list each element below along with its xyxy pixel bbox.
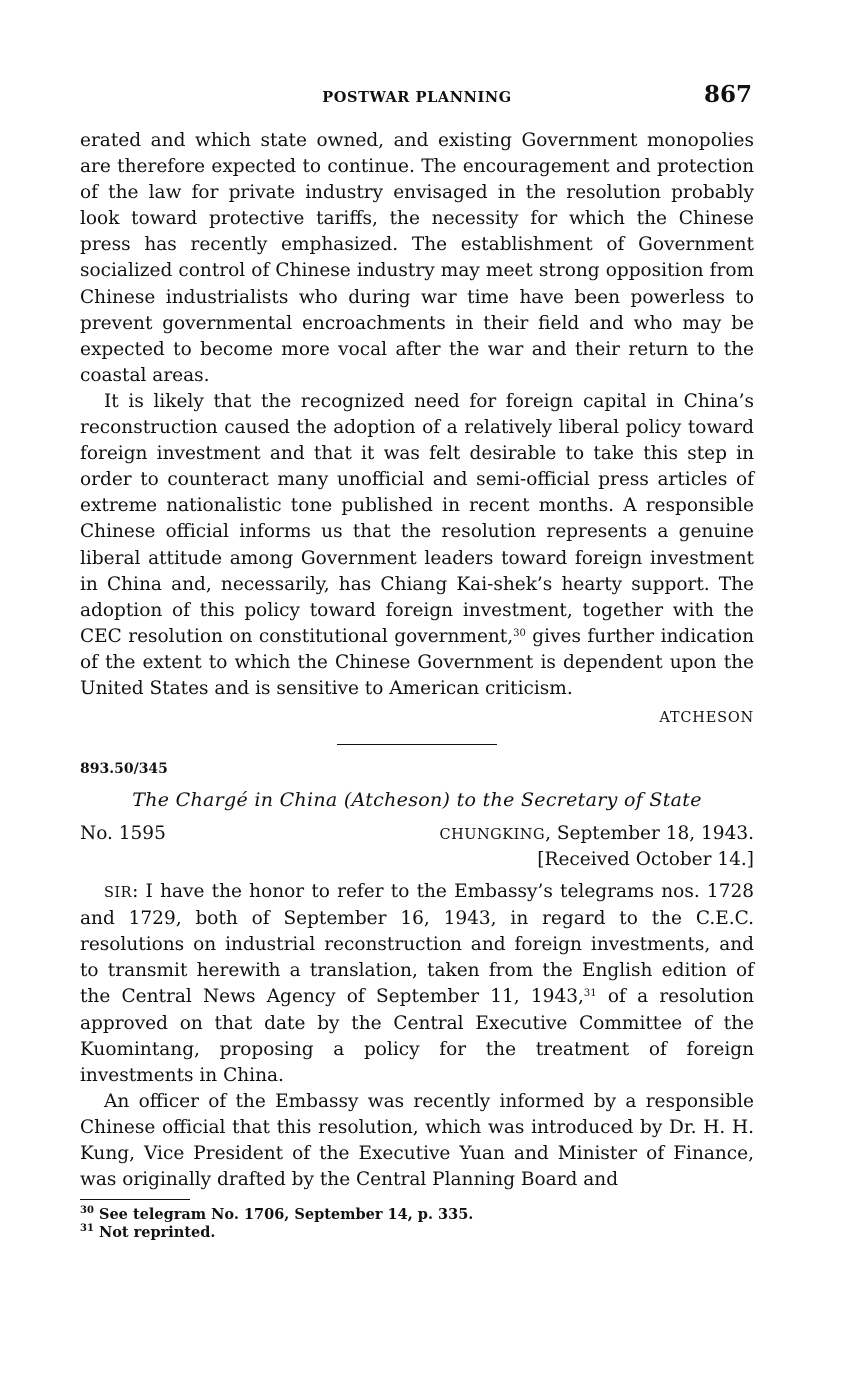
paragraph-text: gives further indication of the extent to which the Chinese Government is dependent upon the United States and is sensitive to American criticism.	[80, 625, 754, 699]
received-date: [Received October 14.]	[537, 849, 754, 871]
despatch-number: No. 1595	[80, 823, 166, 845]
footnote-mark: 31	[80, 1223, 94, 1235]
footnote-text: Not reprinted.	[93, 1224, 216, 1242]
section-divider	[337, 744, 497, 745]
footnotes	[80, 1206, 754, 1242]
footnote-ref-31: 31	[583, 988, 597, 1000]
document-page	[80, 82, 754, 1242]
footnote-30	[80, 1206, 754, 1224]
footnote-divider	[80, 1199, 190, 1200]
document-heading: The Chargé in China (Atcheson) to the Secretary of State	[132, 789, 702, 812]
paragraph-sir	[80, 879, 754, 1089]
page-number: 867	[703, 81, 752, 108]
running-header	[80, 82, 754, 116]
paragraph-text: : I have the honor to refer to the Embassy’s telegrams nos. 1728 and 1729, both of September 16, 1943, in regard to the C.E.C. resolutions on industrial reconstruction and foreign investments, and to transmit herewith a translation, taken from the English edition of the Central News Agency of September 11, 1943,	[80, 881, 754, 1008]
place-name: CHUNGKING	[439, 827, 546, 844]
footnote-31	[80, 1224, 754, 1242]
footnote-ref-30: 30	[513, 627, 526, 639]
footnote-mark: 30	[80, 1205, 94, 1217]
signature-atcheson: ATCHESON	[659, 710, 754, 727]
paragraph-text: It is likely that the recognized need for foreign capital in China’s reconstruction caused the adoption of a relatively liberal policy toward foreign investment and that it was felt desirable to take this step in order to counteract many unofficial and semi-official press articles of extreme nationalistic tone published in recent months. A responsible Chinese official informs us that the resolution represents a genuine liberal attitude among Government leaders toward foreign investment in China and, necessarily, has Chiang Kai-shek’s hearty support. The adoption of this policy toward foreign investment, together with the CEC resolution on constitutional government,	[80, 390, 754, 647]
file-number: 893.50/345	[80, 761, 168, 778]
paragraph-officer: An officer of the Embassy was recently informed by a responsible Chinese official that this resolution, which was introduced by Dr. H. H. Kung, Vice President of the Executive Yuan and Minister of Finance, was originally drafted by the Central Planning Board and	[80, 1090, 754, 1191]
salutation: SIR	[104, 885, 133, 902]
dispatch-date: , September 18, 1943.	[545, 823, 754, 845]
footnote-text: See telegram No. 1706, September 14, p. 335.	[93, 1206, 474, 1224]
paragraph-continued: erated and which state owned, and existing Government monopolies are therefore expected to continue. The encouragement and protection of the law for private industry envisaged in the resolution probably look toward protective tariffs, the necessity for which the Chinese press has recently emphasized. The establishment of Government socialized control of Chinese industry may meet strong opposition from Chinese industrialists who during war time have been powerless to prevent governmental encroachments in their field and who may be expected to become more vocal after the war and their return to the coastal areas.	[80, 130, 754, 386]
place-date	[440, 823, 755, 844]
paragraph-foreign-capital	[80, 389, 754, 702]
running-title: POSTWAR PLANNING	[322, 89, 512, 106]
dateline	[80, 823, 754, 879]
paragraph-text: of a resolution approved on that date by the Central Executive Committee of the Kuomintang, proposing a policy for the treatment of foreign investments in China.	[80, 986, 754, 1086]
